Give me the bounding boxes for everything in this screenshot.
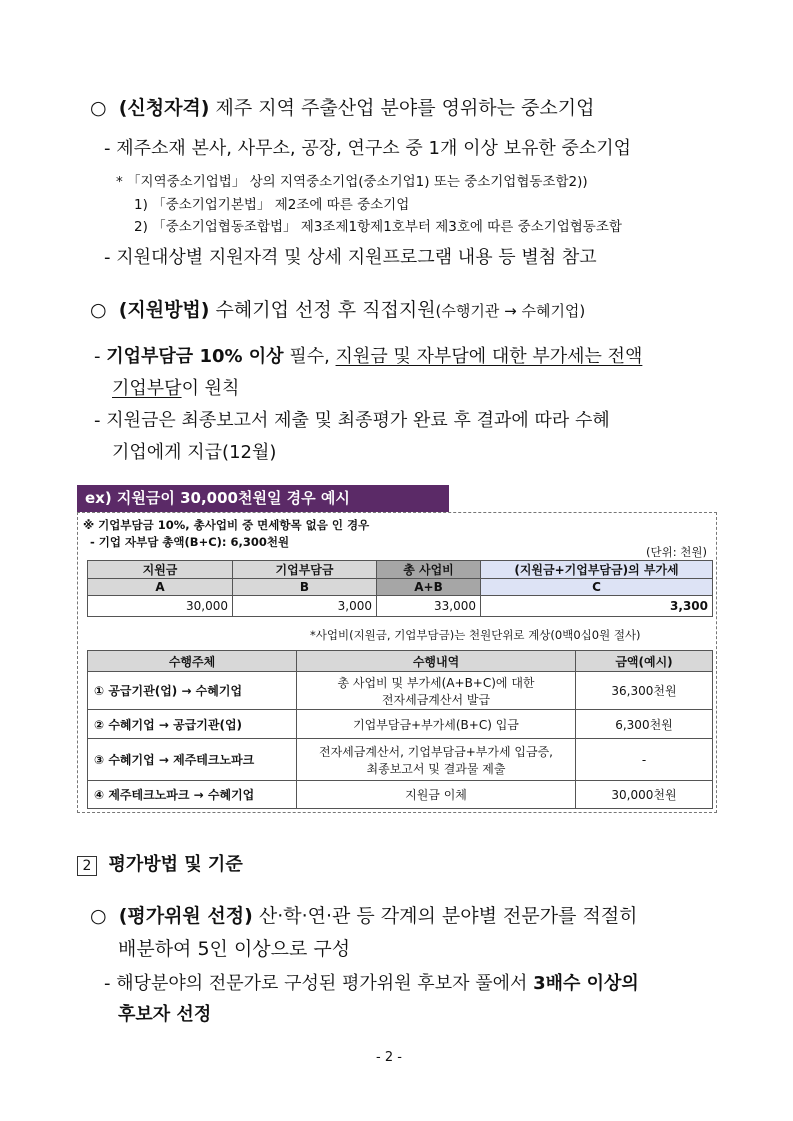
th-total: 총 사업비 bbox=[377, 561, 481, 579]
table-row: ① 공급기관(업) → 수혜기업 총 사업비 및 부가세(A+B+C)에 대한 전자세금계산서 발급 36,300천원 bbox=[88, 672, 713, 710]
value-support: 30,000 bbox=[88, 596, 233, 617]
circle-bullet-icon: ○ bbox=[90, 299, 107, 321]
th-detail: 수행내역 bbox=[297, 651, 576, 672]
cost-table bbox=[87, 560, 713, 617]
evaluator-label: (평가위원 선정) bbox=[118, 905, 253, 927]
th-actor: 수행주체 bbox=[88, 651, 297, 672]
footnote-main: * 「지역중소기업법」 상의 지역중소기업(중소기업1) 또는 중소기업협동조합2)) bbox=[116, 174, 588, 190]
footnote-1: 1) 「중소기업기본법」 제2조에 따른 중소기업 bbox=[134, 197, 410, 213]
th-company-burden: 기업부담금 bbox=[233, 561, 377, 579]
section-number-box: 2 bbox=[77, 856, 97, 876]
section2-title: 평가방법 및 기준 bbox=[108, 854, 243, 875]
footnote-2: 2) 「중소기업협동조합법」 제3조제1항제1호부터 제3호에 따른 중소기업협동조합 bbox=[134, 219, 622, 235]
burden-line2: 기업부담이 원칙 bbox=[112, 378, 240, 399]
payment-line2: 기업에게 지급(12월) bbox=[112, 442, 277, 463]
burden-line1: - 기업부담금 10% 이상 필수, 지원금 및 자부담에 대한 부가세는 전액 bbox=[94, 346, 643, 367]
circle-bullet-icon: ○ bbox=[90, 905, 107, 927]
table-row: ④ 제주테크노파크 → 수혜기업 지원금 이체 30,000천원 bbox=[88, 781, 713, 809]
evaluator-line2: 배분하여 5인 이상으로 구성 bbox=[118, 938, 351, 960]
circle-bullet-icon: ○ bbox=[90, 97, 107, 119]
method-paren: (수행기관 → 수혜기업) bbox=[435, 302, 586, 320]
code-c: C bbox=[481, 579, 713, 596]
calc-note: *사업비(지원금, 기업부담금)는 천원단위로 계상(0백0십0원 절사) bbox=[310, 628, 641, 642]
section2-heading bbox=[77, 850, 243, 876]
method-item bbox=[90, 295, 585, 322]
qualification-text: 제주 지역 주출산업 분야를 영위하는 중소기업 bbox=[215, 97, 595, 119]
th-vat: (지원금+기업부담금)의 부가세 bbox=[481, 561, 713, 579]
qualification-item bbox=[90, 93, 594, 120]
qualification-label: (신청자격) bbox=[118, 97, 210, 119]
code-ab: A+B bbox=[377, 579, 481, 596]
code-a: A bbox=[88, 579, 233, 596]
table-row: ② 수혜기업 → 공급기관(업) 기업부담금+부가세(B+C) 입금 6,300천원 bbox=[88, 710, 713, 739]
th-amount: 금액(예시) bbox=[576, 651, 713, 672]
th-support: 지원금 bbox=[88, 561, 233, 579]
example-header: ex) 지원금이 30,000천원일 경우 예시 bbox=[77, 485, 449, 512]
method-text: 수혜기업 선정 후 직접지원 bbox=[215, 299, 436, 321]
process-table bbox=[87, 650, 713, 809]
example-note2: - 기업 자부담 총액(B+C): 6,300천원 bbox=[90, 535, 290, 549]
table-row: ③ 수혜기업 → 제주테크노파크 전자세금계산서, 기업부담금+부가세 입금증, 최종보고서 및 결과물 제출 - bbox=[88, 739, 713, 781]
value-vat: 3,300 bbox=[481, 596, 713, 617]
burden-underline: 지원금 및 자부담에 대한 부가세는 전액 bbox=[335, 346, 643, 367]
unit-label: (단위: 천원) bbox=[646, 545, 707, 559]
qualification-sub1: - 제주소재 본사, 사무소, 공장, 연구소 중 1개 이상 보유한 중소기업 bbox=[104, 138, 632, 159]
candidate-line1: - 해당분야의 전문가로 구성된 평가위원 후보자 풀에서 3배수 이상의 bbox=[104, 973, 639, 994]
value-total: 33,000 bbox=[377, 596, 481, 617]
candidate-line2: 후보자 선정 bbox=[118, 1004, 212, 1025]
value-burden: 3,000 bbox=[233, 596, 377, 617]
page-number: - 2 - bbox=[376, 1050, 402, 1065]
payment-line1: - 지원금은 최종보고서 제출 및 최종평가 완료 후 결과에 따라 수혜 bbox=[94, 410, 610, 431]
method-label: (지원방법) bbox=[118, 299, 210, 321]
example-note1: ※ 기업부담금 10%, 총사업비 중 면세항목 없음 인 경우 bbox=[83, 518, 370, 532]
qualification-sub2: - 지원대상별 지원자격 및 상세 지원프로그램 내용 등 별첨 참고 bbox=[104, 247, 597, 268]
burden-bold: 기업부담금 10% 이상 bbox=[106, 346, 284, 367]
evaluator-item: ○ (평가위원 선정) 산·학·연·관 등 각계의 분야별 전문가를 적절히 bbox=[90, 905, 638, 927]
code-b: B bbox=[233, 579, 377, 596]
